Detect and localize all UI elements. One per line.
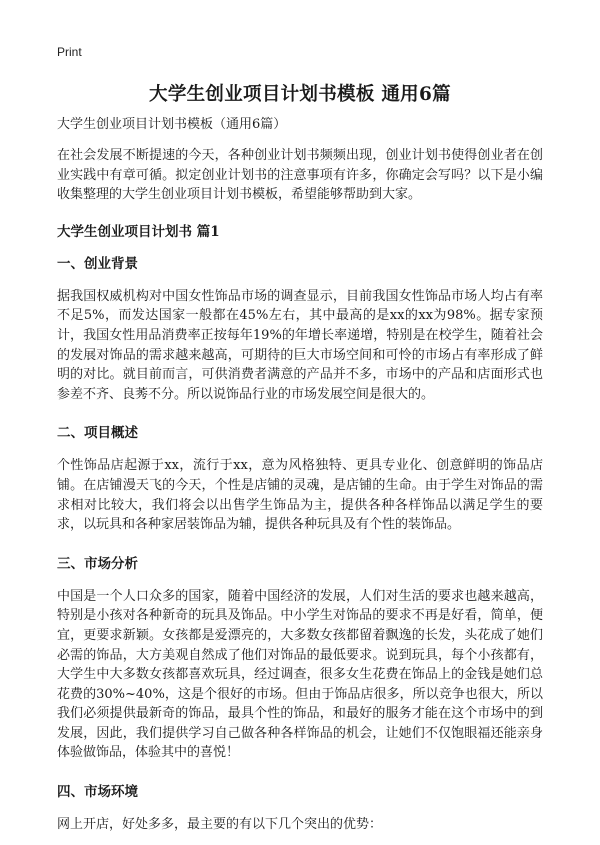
section-heading-market-analysis: 三、市场分析 xyxy=(57,555,138,572)
section-heading-background: 一、创业背景 xyxy=(57,255,138,272)
section-heading-market-environment: 四、市场环境 xyxy=(57,784,138,801)
section-text-background: 据我国权威机构对中国女性饰品市场的调查显示，目前我国女性饰品市场人均占有率不足5%，而发达国家一般都在45%左右，其中最高的是xx的xx为98%。据专家预计，我国女性用品消费率正按每年19%的年增长率递增，特别是在校学生，随着社会的发展对饰品的需求越来越高，可期待的巨大市场空间和可怜的市场占有率形成了鲜明的对比。就目前而言，可供消费者满意的产品并不多，市场中的产品和店面形式也参差不齐、良莠不分。所以说饰品行业的市场发展空间是很大的。 xyxy=(57,288,543,402)
document-content xyxy=(57,116,543,845)
section-text-overview: 个性饰品店起源于xx，流行于xx，意为风格独特、更具专业化、创意鲜明的饰品店铺。在店铺漫天飞的今天，个性是店铺的灵魂，是店铺的生命。由于学生对饰品的需求相对比较大，我们将会以出售学生饰品为主，提供各种各样饰品以满足学生的要求，以玩具和各种家居装饰品为辅，提供各种玩具及有个性的装饰品。 xyxy=(57,458,543,533)
article-heading: 大学生创业项目计划书 篇1 xyxy=(57,223,220,240)
page-title: 大学生创业项目计划书模板 通用6篇 xyxy=(149,84,451,105)
print-link[interactable]: Print xyxy=(57,45,82,59)
section-text-market-analysis: 中国是一个人口众多的国家，随着中国经济的发展，人们对生活的要求也越来越高，特别是小孩对各种新奇的玩具及饰品。中小学生对饰品的要求不再是好看，简单，便宜，更要求新颖。女孩都是爱漂亮的，大多数女孩都留着飘逸的长发，头花成了她们必需的饰品，大方美观自然成了他们对饰品的最低要求。说到玩具，每个小孩都有，大学生中大多数女孩都喜欢玩具，经过调查，很多女生花费在饰品上的金钱是她们总花费的30%~40%，这是个很好的市场。但由于饰品店很多，所以竞争也很大，所以我们必须提供最新奇的饰品，最具个性的饰品，和最好的服务才能在这个市场中的到发展，因此，我们提供学习自己做各种各样饰品的机会，让她们不仅饱眼福还能亲身体验做饰品，体验其中的喜悦！ xyxy=(57,588,543,761)
document-subtitle: 大学生创业项目计划书模板（通用6篇） xyxy=(57,117,287,132)
section-text-market-environment: 网上开店，好处多多，最主要的有以下几个突出的优势： xyxy=(57,817,383,833)
section-heading-overview: 二、项目概述 xyxy=(57,425,138,442)
intro-paragraph: 在社会发展不断提速的今天，各种创业计划书频频出现，创业计划书使得创业者在创业实践中有章可循。拟定创业计划书的注意事项有许多，你确定会写吗？以下是小编收集整理的大学生创业项目计划书模板，希望能够帮助到大家。 xyxy=(57,148,543,203)
